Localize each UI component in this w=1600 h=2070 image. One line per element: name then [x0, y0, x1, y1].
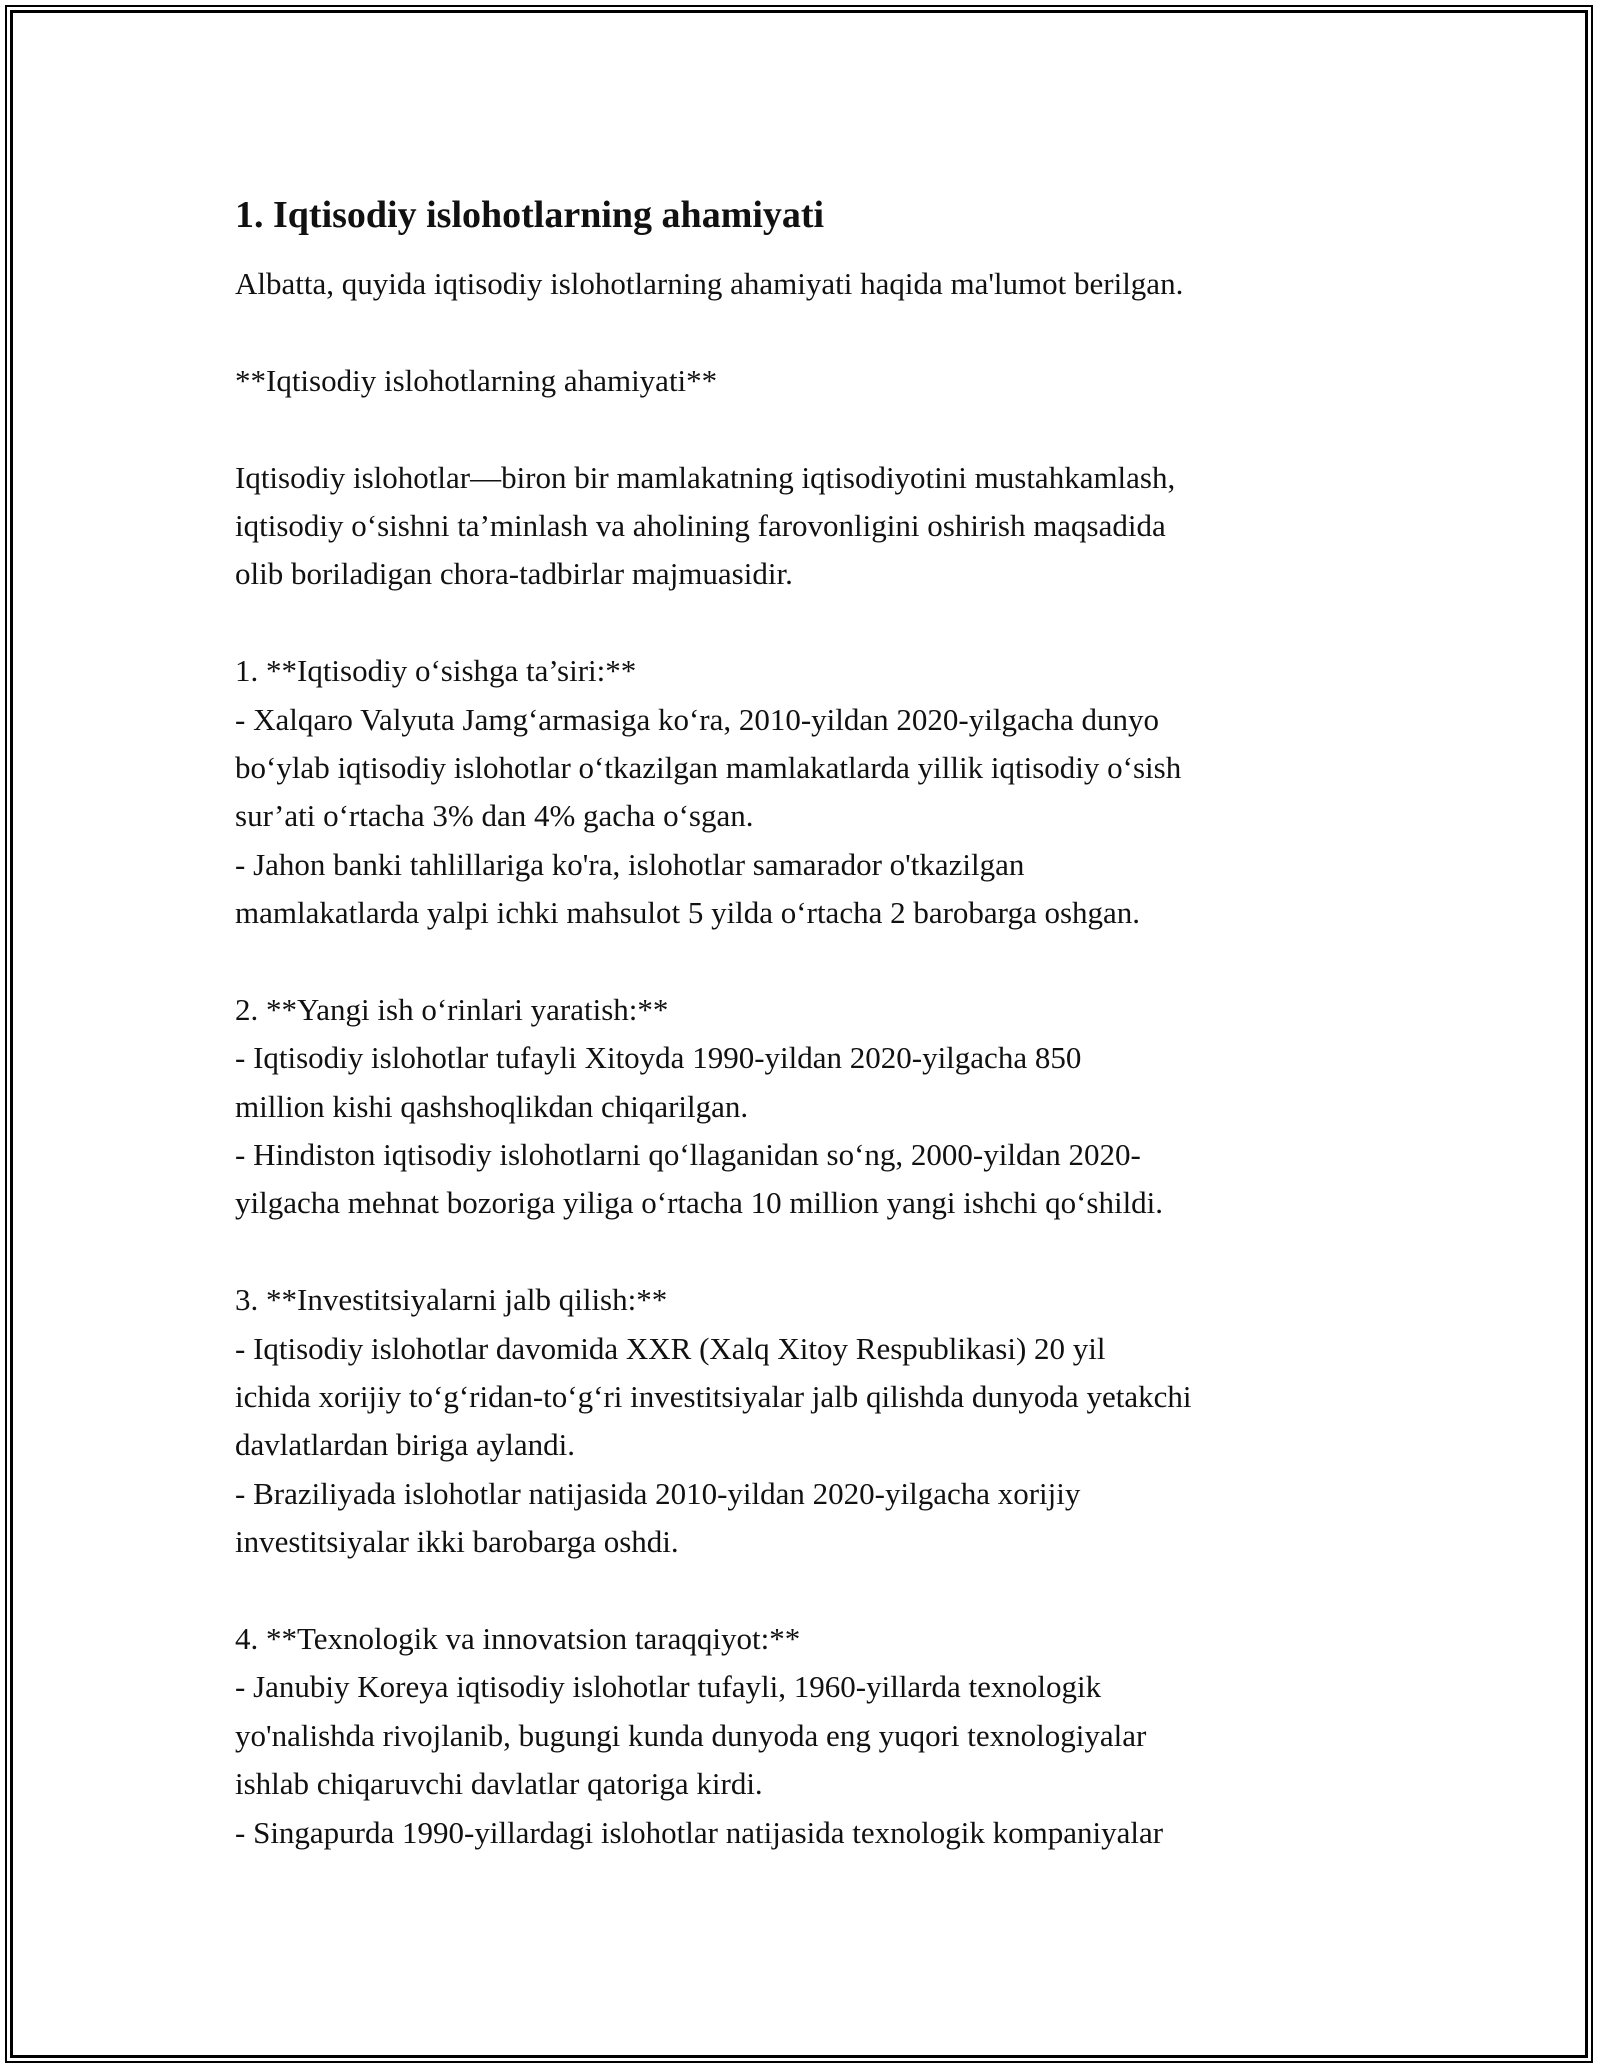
list-item-title: 4. **Texnologik va innovatsion taraqqiyot:**	[235, 1620, 801, 1656]
text-line: olib boriladigan chora-tadbirlar majmuasidir.	[235, 556, 793, 592]
text-line: davlatlardan biriga aylandi.	[235, 1427, 576, 1463]
section-heading: 1. Iqtisodiy islohotlarning ahamiyati	[235, 194, 825, 236]
text-line: investitsiyalar ikki barobarga oshdi.	[235, 1524, 679, 1560]
document-body	[235, 186, 1385, 1857]
body-text	[235, 260, 1385, 1857]
text-line: Iqtisodiy islohotlar—biron bir mamlakatning iqtisodiyotini mustahkamlash,	[235, 459, 1176, 495]
text-line: yo'nalishda rivojlanib, bugungi kunda dunyoda eng yuqori texnologiyalar	[235, 1717, 1147, 1753]
text-line: - Xalqaro Valyuta Jamg‘armasiga ko‘ra, 2010-yildan 2020-yilgacha dunyo	[235, 701, 1159, 737]
list-item-title: 3. **Investitsiyalarni jalb qilish:**	[235, 1282, 668, 1318]
intro-line: Albatta, quyida iqtisodiy islohotlarning ahamiyati haqida ma'lumot berilgan.	[235, 266, 1184, 301]
text-line: iqtisodiy o‘sishni ta’minlash va aholining farovonligini oshirish maqsadida	[235, 507, 1166, 543]
text-line: sur’ati o‘rtacha 3% dan 4% gacha o‘sgan.	[235, 798, 754, 834]
paragraph-gap	[235, 1567, 1385, 1615]
text-line: - Janubiy Koreya iqtisodiy islohotlar tufayli, 1960-yillarda texnologik	[235, 1669, 1102, 1705]
text-line: mamlakatlarda yalpi ichki mahsulot 5 yilda o‘rtacha 2 barobarga oshgan.	[235, 895, 1141, 931]
text-line: - Singapurda 1990-yillardagi islohotlar natijasida texnologik kompaniyalar	[235, 1814, 1164, 1850]
text-line: million kishi qashshoqlikdan chiqarilgan.	[235, 1088, 749, 1124]
paragraph-gap	[235, 405, 1385, 453]
text-line: - Iqtisodiy islohotlar davomida XXR (Xalq Xitoy Respublikasi) 20 yil	[235, 1330, 1106, 1366]
list-item-title: 1. **Iqtisodiy o‘sishga ta’siri:**	[235, 653, 637, 689]
text-line: yilgacha mehnat bozoriga yiliga o‘rtacha 10 million yangi ishchi qo‘shildi.	[235, 1185, 1164, 1221]
text-line: - Braziliyada islohotlar natijasida 2010-yildan 2020-yilgacha xorijiy	[235, 1475, 1081, 1511]
text-line: ishlab chiqaruvchi davlatlar qatoriga kirdi.	[235, 1766, 763, 1802]
paragraph-gap	[235, 1228, 1385, 1276]
paragraph-gap	[235, 599, 1385, 647]
heading-gap	[235, 244, 1385, 260]
paragraph-gap	[235, 937, 1385, 985]
subtitle-line: **Iqtisodiy islohotlarning ahamiyati**	[235, 362, 718, 398]
list-item-title: 2. **Yangi ish o‘rinlari yaratish:**	[235, 991, 669, 1027]
text-line: - Iqtisodiy islohotlar tufayli Xitoyda 1990-yildan 2020-yilgacha 850	[235, 1040, 1082, 1076]
text-line: bo‘ylab iqtisodiy islohotlar o‘tkazilgan mamlakatlarda yillik iqtisodiy o‘sish	[235, 749, 1182, 785]
paragraph-gap	[235, 308, 1385, 356]
text-line: ichida xorijiy to‘g‘ridan-to‘g‘ri investitsiyalar jalb qilishda dunyoda yetakchi	[235, 1378, 1192, 1414]
text-line: - Hindiston iqtisodiy islohotlarni qo‘llaganidan so‘ng, 2000-yildan 2020-	[235, 1137, 1141, 1173]
text-line: - Jahon banki tahlillariga ko'ra, islohotlar samarador o'tkazilgan	[235, 846, 1025, 882]
